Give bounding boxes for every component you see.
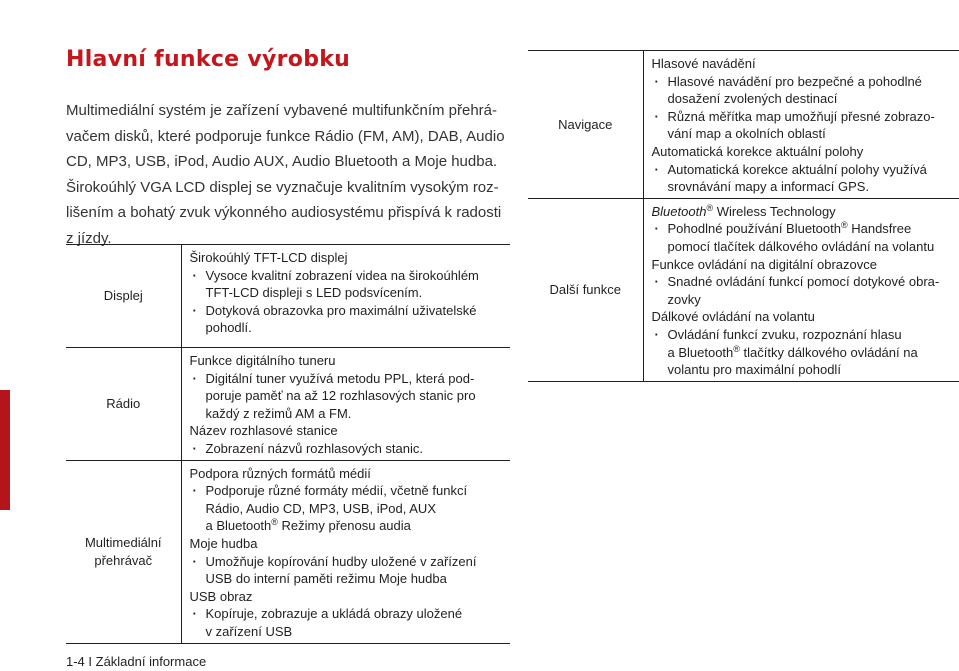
registered-mark: ®: [271, 517, 278, 528]
bullet-continuation: pomocí tlačítek dálkového ovládání na volantu: [667, 238, 935, 254]
bullet-continuation: [652, 344, 959, 362]
bullet-continuation: volantu pro maximální pohodlí: [667, 362, 841, 378]
text-fragment: a Bluetooth: [667, 344, 734, 360]
intro-line: z jízdy.: [66, 229, 112, 247]
feature-heading: Automatická korekce aktuální polohy: [651, 143, 864, 159]
table-row-media-player: [66, 460, 510, 643]
feature-heading: Moje hudba: [189, 535, 258, 551]
bullet-item: · Dotyková obrazovka pro maximální uživatelské: [190, 302, 511, 320]
bullet-item: · Podporuje různé formáty médií, včetně funkcí: [190, 482, 511, 500]
table-row-display: [66, 245, 510, 348]
text-fragment: Pohodlné používání Bluetooth: [667, 221, 841, 237]
feature-heading: [652, 203, 959, 221]
feature-heading: Název rozhlasové stanice: [189, 423, 338, 439]
text-fragment: Handsfree: [847, 221, 912, 237]
table-row-radio: [66, 348, 510, 461]
registered-mark: ®: [733, 343, 740, 354]
intro-line: Širokoúhlý VGA LCD displej se vyznačuje kvalitním vysokým roz-: [66, 178, 499, 196]
bullet-item: · Hlasové navádění pro bezpečné a pohodlné: [652, 73, 959, 91]
category-radio: Rádio: [66, 348, 181, 461]
bullet-continuation: Rádio, Audio CD, MP3, USB, iPod, AUX: [205, 500, 436, 516]
bullet-continuation: dosažení zvolených destinací: [667, 91, 838, 107]
category-label-line: přehrávač: [94, 552, 153, 568]
bullet-item: · Umožňuje kopírování hudby uložené v zařízení: [190, 553, 511, 571]
feature-heading: Podpora různých formátů médií: [189, 465, 371, 481]
feature-heading: Širokoúhlý TFT-LCD displej: [189, 250, 348, 265]
features-table-right: [528, 50, 959, 382]
bullet-continuation: vání map a okolních oblastí: [667, 126, 826, 142]
bullet-item: · Digitální tuner využívá metodu PPL, která pod-: [190, 370, 511, 388]
category-label-line: Multimediální: [84, 534, 162, 550]
text-fragment: a Bluetooth: [205, 518, 272, 534]
category-other-functions: Další funkce: [528, 198, 643, 381]
bullet-continuation: [190, 517, 511, 535]
description-media-player: [181, 460, 510, 643]
feature-heading: Hlasové navádění: [651, 56, 756, 71]
text-fragment: Režimy přenosu audia: [277, 518, 411, 534]
table-row-other-functions: [528, 198, 959, 381]
registered-mark: ®: [840, 220, 848, 231]
bullet-item: [652, 220, 959, 238]
page-title: Hlavní funkce výrobku: [66, 47, 351, 72]
intro-line: CD, MP3, USB, iPod, Audio AUX, Audio Bluetooth a Moje hudba.: [66, 153, 498, 171]
bullet-continuation: TFT-LCD displeji s LED podsvícením.: [205, 285, 423, 301]
bullet-continuation: srovnávání mapy a informací GPS.: [667, 179, 870, 195]
bullet-item: · Vysoce kvalitní zobrazení videa na širokoúhlém: [190, 267, 511, 285]
registered-mark: ®: [706, 202, 714, 213]
bullet-item: · Ovládání funkcí zvuku, rozpoznání hlasu: [652, 326, 959, 344]
bullet-item: · Různá měřítka map umožňují přesné zobrazo-: [652, 108, 959, 126]
text-fragment: Wireless Technology: [713, 203, 836, 219]
text-fragment: Bluetooth: [651, 203, 707, 219]
category-media-player: [66, 460, 181, 643]
features-table-left: [66, 244, 510, 644]
intro-line: vačem disků, které podporuje funkce Rádio (FM, AM), DAB, Audio: [66, 127, 505, 145]
bullet-item: · Kopíruje, zobrazuje a ukládá obrazy uložené: [190, 605, 511, 623]
bullet-continuation: USB do interní paměti režimu Moje hudba: [205, 571, 447, 587]
description-navigation: [643, 51, 959, 199]
bullet-continuation: poruje paměť na až 12 rozhlasových stanic pro: [205, 388, 476, 404]
intro-line: lišením a bohatý zvuk výkonného audiosystému přispívá k radosti: [66, 204, 502, 222]
bullet-continuation: každý z režimů AM a FM.: [205, 405, 352, 421]
bullet-item: · Automatická korekce aktuální polohy využívá: [652, 161, 959, 179]
category-navigation: Navigace: [528, 51, 643, 199]
text-fragment: tlačítky dálkového ovládání na: [739, 344, 918, 360]
category-display: Displej: [66, 245, 181, 348]
table-row-navigation: [528, 51, 959, 199]
feature-heading: Funkce digitálního tuneru: [189, 353, 336, 368]
description-radio: [181, 348, 510, 461]
chapter-tab-marker: [0, 390, 10, 510]
bullet-item: · Zobrazení názvů rozhlasových stanic.: [190, 440, 511, 458]
description-other-functions: [643, 198, 959, 381]
bullet-continuation: zovky: [667, 291, 701, 307]
bullet-continuation: pohodlí.: [205, 320, 252, 336]
intro-line: Multimediální systém je zařízení vybavené multifunkčním přehrá-: [66, 102, 498, 119]
feature-heading: Funkce ovládání na digitální obrazovce: [651, 256, 877, 272]
page-footer: 1-4 I Základní informace: [66, 654, 207, 669]
bullet-continuation: v zařízení USB: [205, 623, 293, 639]
intro-paragraph: [66, 98, 506, 252]
feature-heading: Dálkové ovládání na volantu: [651, 309, 815, 325]
feature-heading: USB obraz: [189, 588, 253, 604]
description-display: [181, 245, 510, 348]
bullet-item: · Snadné ovládání funkcí pomocí dotykové obra-: [652, 273, 959, 291]
